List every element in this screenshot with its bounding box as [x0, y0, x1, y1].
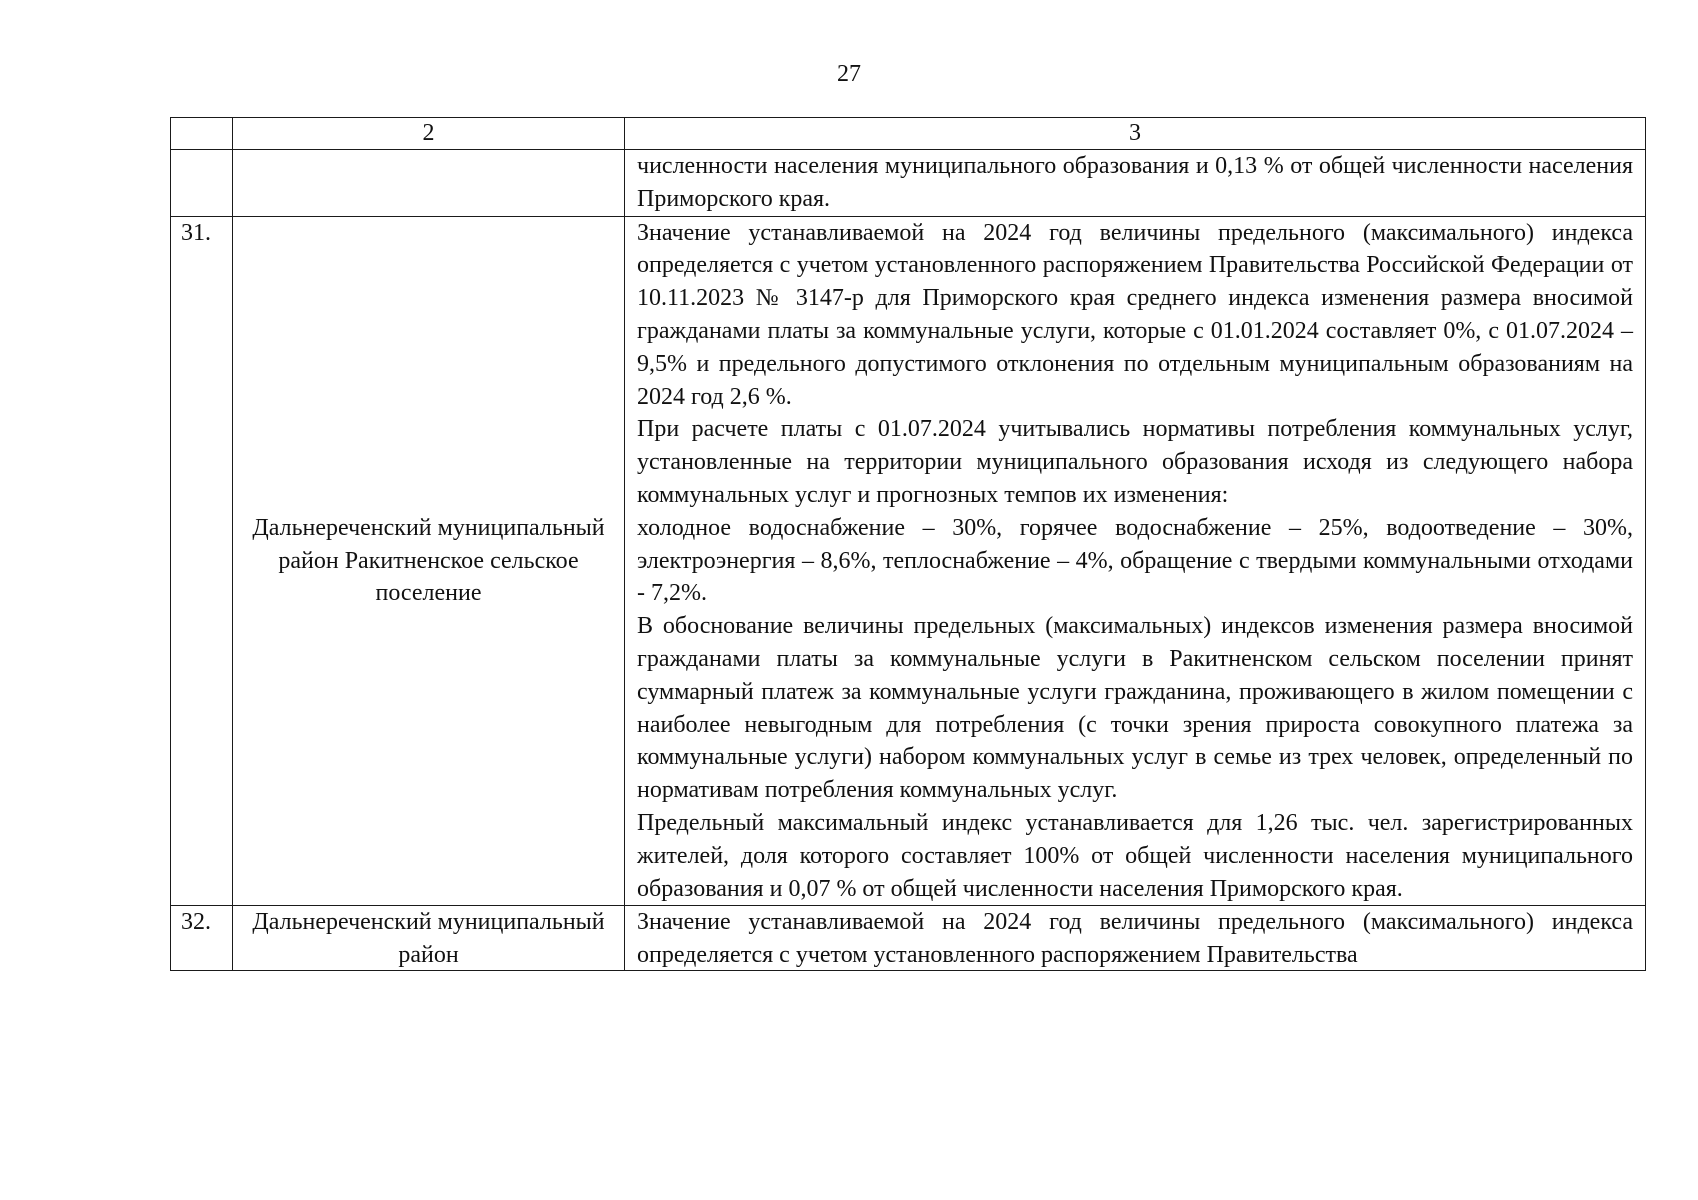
text-paragraph: Предельный максимальный индекс устанавливается для 1,26 тыс. чел. зарегистрированных жителей, доля которого составляет 100% от общей численности населения муниципального образования и 0,07 % от общей численности населения Приморского края.: [637, 809, 1633, 902]
page-number: 27: [837, 61, 861, 87]
justification-text-cell: [625, 906, 1646, 971]
header-cell-2: 2: [233, 118, 625, 150]
municipality-name-cell: [233, 150, 625, 217]
text-paragraph: холодное водоснабжение – 30%, горячее водоснабжение – 25%, водоотведение – 30%, электроэнергия – 8,6%, теплоснабжение – 4%, обращение с твердыми коммунальными отходами - 7,2%.: [637, 514, 1633, 607]
text-clip: [637, 906, 1633, 970]
row-number-cell: 31.: [171, 216, 233, 906]
table-row: [171, 906, 1646, 971]
text-paragraph: Значение устанавливаемой на 2024 год величины предельного (максимального) индекса определяется с учетом установленного распоряжением Правительства Российской Федерации от 10.11.2023 № 3147-р для Приморского края среднего индекса изменения размера вносимой гражданами платы за коммунальные услуги, которые с 01.01.2024 составляет 0%, с 01.07.2024 – 9,5% и предельного допустимого отклонения по отдельным муниципальным образованиям на 2024 год 2,6 %.: [637, 219, 1633, 410]
header-cell-number: [171, 118, 233, 150]
table-header-row: [171, 118, 1646, 150]
justification-text-cell: [625, 216, 1646, 906]
text-paragraph: Значение устанавливаемой на 2024 год величины предельного (максимального) индекса определяется с учетом установленного распоряжением Правительства: [637, 909, 1633, 969]
municipality-name-cell: Дальнереченский муниципальный район Ракитненское сельское поселение: [233, 216, 625, 906]
municipal-index-table: [170, 117, 1646, 971]
table-row: [171, 216, 1646, 906]
justification-text-cell: [625, 150, 1646, 217]
table-row: [171, 150, 1646, 217]
municipality-name-cell: [233, 906, 625, 971]
text-paragraph: численности населения муниципального образования и 0,13 % от общей численности населения Приморского края.: [637, 153, 1633, 212]
row-number-cell: [171, 150, 233, 217]
header-cell-3: 3: [625, 118, 1646, 150]
municipality-name-text: Дальнереченский муниципальный район: [252, 909, 605, 969]
text-paragraph: В обоснование величины предельных (максимальных) индексов изменения размера вносимой гражданами платы за коммунальные услуги в Ракитненском сельском поселении принят суммарный платеж за коммунальные услуги гражданина, проживающего в жилом помещении с наиболее невыгодным для потребления (с точки зрения прироста совокупного платежа за коммунальные услуги) набором коммунальных услуг в семье из трех человек, определенный по нормативам потребления коммунальных услуг.: [637, 613, 1633, 804]
row-number-cell: 32.: [171, 906, 233, 971]
text-paragraph: При расчете платы с 01.07.2024 учитывались нормативы потребления коммунальных услуг, установленные на территории муниципального образования исходя из следующего набора коммунальных услуг и прогнозных темпов их изменения:: [637, 416, 1633, 508]
